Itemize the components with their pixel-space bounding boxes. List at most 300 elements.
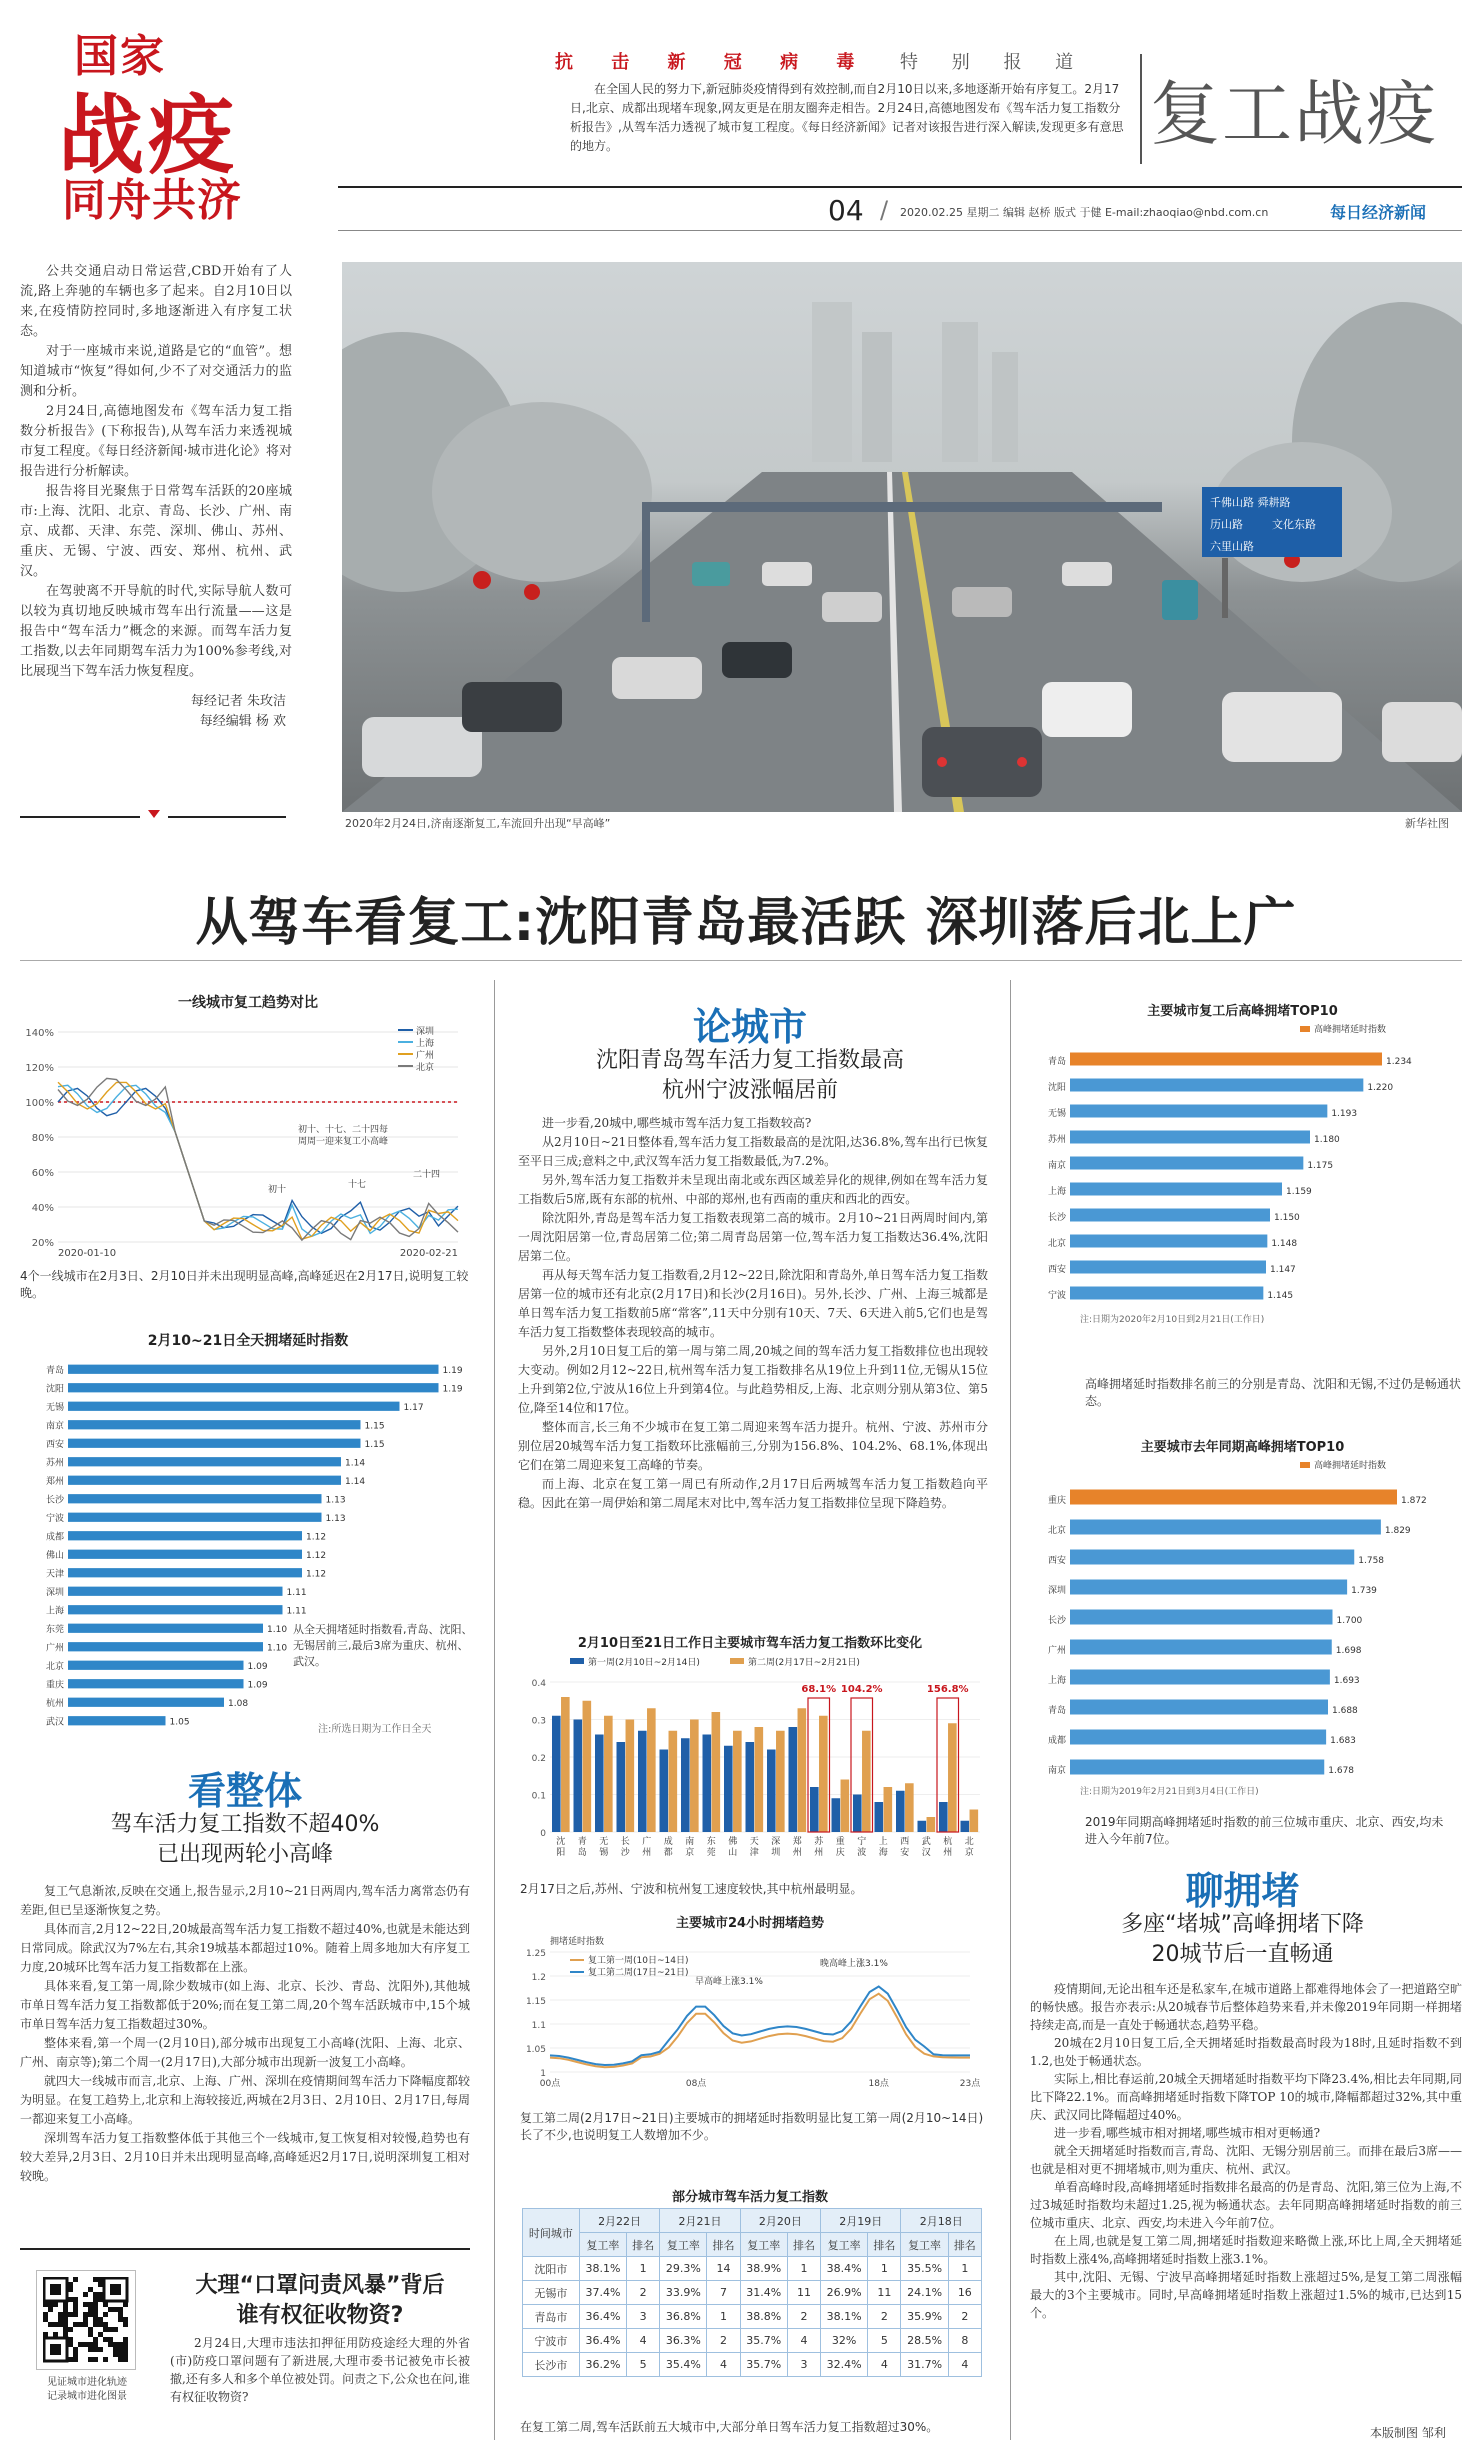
- table-date: 2月20日: [740, 2209, 820, 2233]
- x-end-label: 2020-02-21: [399, 1248, 458, 1259]
- bar-value-label: 1.159: [1286, 1187, 1312, 1198]
- y-tick-label: 40%: [31, 1203, 54, 1214]
- table-cell: 36.8%: [660, 2305, 707, 2329]
- bar-city-label: 北京: [1047, 1526, 1066, 1536]
- bar: [68, 1661, 244, 1670]
- qr-module: [83, 2322, 88, 2327]
- bar: [1070, 1235, 1267, 1248]
- annotation-main: 初十、十七、二十四每: [298, 1125, 389, 1135]
- qr-module: [108, 2337, 113, 2342]
- x-city-label: 重: [835, 1837, 845, 1847]
- qr-module: [113, 2327, 118, 2332]
- qr-module: [98, 2322, 103, 2327]
- legend-swatch: [1300, 1026, 1310, 1032]
- chart1-svg: [18, 1012, 478, 1282]
- bar-value-label: 1.758: [1358, 1556, 1385, 1566]
- bar: [68, 1531, 302, 1540]
- sub-rank: 排名: [627, 2233, 660, 2257]
- qr-module: [93, 2342, 98, 2347]
- table-cell: 36.4%: [579, 2305, 626, 2329]
- qr-module: [113, 2342, 118, 2347]
- qr-module: [83, 2342, 88, 2347]
- chart3-note: 2月17日之后,苏州、宁波和杭州复工速度较快,其中杭州最明显。: [520, 1882, 863, 1896]
- qr-module: [48, 2322, 53, 2327]
- bar-week1: [853, 1795, 862, 1833]
- qr-module: [63, 2312, 68, 2317]
- table-cell: 2: [707, 2329, 740, 2353]
- bar-city-label: 苏州: [1047, 1135, 1066, 1146]
- section-look-sub1: 驾车活力复工指数不超40%: [110, 1812, 380, 1837]
- table-cell: 1: [707, 2305, 740, 2329]
- qr-module: [43, 2317, 48, 2322]
- x-city-label: 成: [663, 1837, 673, 1847]
- bar-city-label: 上海: [1047, 1676, 1066, 1686]
- annotation-label: 104.2%: [840, 1684, 883, 1695]
- legend-label: 高峰拥堵延时指数: [1314, 1461, 1387, 1471]
- qr-module: [83, 2317, 88, 2322]
- section-title: 复工战疫: [1150, 73, 1438, 155]
- qr-module: [68, 2342, 73, 2347]
- masthead-rule: [338, 186, 1462, 188]
- bar-week2: [755, 1727, 764, 1832]
- qr-module: [73, 2357, 78, 2362]
- x-city-label: 西: [900, 1837, 910, 1847]
- mask-story-head1[interactable]: 大理“口罩问责风暴”背后: [195, 2273, 445, 2298]
- table-header-row: [523, 2209, 982, 2233]
- x-city-label: 阳: [556, 1848, 566, 1858]
- qr-finder-core: [50, 2344, 61, 2355]
- qr-module: [123, 2342, 128, 2347]
- bar: [68, 1642, 263, 1651]
- table-cell: 38.1%: [821, 2305, 868, 2329]
- x-city-label: 岛: [577, 1848, 587, 1858]
- sub-rank: 排名: [707, 2233, 740, 2257]
- qr-module: [43, 2312, 48, 2317]
- qr-module: [73, 2297, 78, 2302]
- qr-module: [43, 2302, 48, 2307]
- bar-value-label: 1.683: [1330, 1736, 1356, 1746]
- bar-value-label: 1.10: [267, 1624, 288, 1635]
- qr-module: [98, 2297, 103, 2302]
- bar-week2: [604, 1716, 613, 1832]
- qr-module: [88, 2307, 93, 2312]
- bar-city-label: 宁波: [45, 1513, 64, 1524]
- y-tick-label: 1.05: [525, 2045, 546, 2055]
- news-photo: [342, 262, 1462, 812]
- qr-module: [98, 2292, 103, 2297]
- annotation-label: 68.1%: [801, 1684, 837, 1695]
- lead-rule-left: [20, 816, 140, 818]
- bar-week2: [690, 1720, 699, 1833]
- qr-module: [98, 2277, 103, 2282]
- table-cell: 31.4%: [740, 2281, 787, 2305]
- qr-module: [93, 2322, 98, 2327]
- bar-week1: [896, 1791, 905, 1832]
- bar: [68, 1605, 283, 1614]
- bar-value-label: 1.10: [267, 1643, 288, 1654]
- x-tick-label: 08点: [685, 2079, 707, 2089]
- qr-module: [93, 2297, 98, 2302]
- city-para: 另外,驾车活力复工指数并未呈现出南北或东西区域差异化的规律,例如在驾车活力复工指数后5席,既有东部的杭州、中部的郑州,也有西南的重庆和西北的西安。: [518, 1173, 988, 1206]
- table-body: [523, 2257, 982, 2377]
- sub-rank: 排名: [868, 2233, 901, 2257]
- qr-module: [123, 2317, 128, 2322]
- sub-rate: 复工率: [740, 2233, 787, 2257]
- bar-value-label: 1.05: [169, 1717, 190, 1728]
- bar-value-label: 1.17: [403, 1402, 424, 1413]
- table-cell: 35.4%: [660, 2353, 707, 2377]
- qr-module: [43, 2332, 48, 2337]
- bar-week1: [832, 1798, 841, 1832]
- legend-label: 复工第一周(10日~14日): [588, 1956, 689, 1966]
- table-cell: 4: [868, 2353, 901, 2377]
- mask-story-rule: [20, 2248, 470, 2250]
- bar-city-label: 上海: [1047, 1187, 1066, 1198]
- bar-week2: [647, 1708, 656, 1832]
- bar-week2: [970, 1810, 979, 1833]
- qr-module: [73, 2312, 78, 2317]
- table-cell: 1: [868, 2257, 901, 2281]
- table-cell: 4: [707, 2353, 740, 2377]
- qr-module: [83, 2312, 88, 2317]
- bar-value-label: 1.829: [1384, 1526, 1411, 1536]
- jam-para: 20城在2月10日复工后,全天拥堵延时指数最高时段为18时,且延时指数不到1.2,也处于畅通状态。: [1030, 2036, 1462, 2068]
- bar-value-label: 1.700: [1336, 1616, 1363, 1626]
- chart2-source: 注:所选日期为工作日全天: [318, 1724, 432, 1735]
- table-cell: 14: [707, 2257, 740, 2281]
- table-cell: 青岛市: [523, 2305, 580, 2329]
- qr-module: [63, 2307, 68, 2312]
- graphic-credit: 本版制图 邹利: [1370, 2426, 1446, 2440]
- qr-module: [118, 2352, 123, 2357]
- y-tick-label: 80%: [31, 1133, 54, 1144]
- bar: [1070, 1079, 1363, 1092]
- chart6-svg: [1020, 1456, 1465, 1806]
- bar-value-label: 1.11: [286, 1606, 307, 1617]
- chart4-note: 复工第二周(2月17日~21日)主要城市的拥堵延时指数明显比复工第一周(2月10~14日)长了不少,也说明复工人数增加不少。: [520, 2111, 984, 2142]
- chart-lastyear-top10: [1020, 1436, 1465, 1811]
- y-tick-label: 1.2: [531, 1973, 546, 1983]
- legend-label: 复工第二周(17日~21日): [588, 1968, 689, 1978]
- x-city-label: 武: [921, 1837, 931, 1847]
- look-para: 具体来看,复工第一周,除少数城市(如上海、北京、长沙、青岛、沈阳外),其他城市单日驾车活力复工指数都低于20%;而在复工第二周,20个驾车活跃城市中,15个城市单日驾车活力复工指数超过30%。: [20, 1979, 470, 2031]
- qr-module: [53, 2302, 58, 2307]
- table-cell: 宁波市: [523, 2329, 580, 2353]
- table-cell: 26.9%: [821, 2281, 868, 2305]
- qr-module: [123, 2347, 128, 2352]
- lead-para: 2月24日,高德地图发布《驾车活力复工指数分析报告》(下称报告),从驾车活力来透视城市复工程度。《每日经济新闻·城市进化论》将对报告进行分析解读。: [20, 404, 292, 479]
- section-jam-head: 聊拥堵: [1185, 1868, 1300, 1913]
- annotation-morning: 早高峰上涨3.1%: [695, 1977, 763, 1987]
- table-cell: 2: [627, 2281, 660, 2305]
- bar-value-label: 1.19: [442, 1365, 463, 1376]
- qr-module: [103, 2337, 108, 2342]
- bar-city-label: 沈阳: [1047, 1083, 1066, 1094]
- sub-rank: 排名: [948, 2233, 981, 2257]
- x-city-label: 安: [900, 1848, 910, 1858]
- qr-code[interactable]: [36, 2270, 136, 2370]
- bar-week1: [595, 1735, 604, 1833]
- bar: [1070, 1131, 1310, 1144]
- table-date: 2月19日: [821, 2209, 901, 2233]
- bar-value-label: 1.14: [345, 1476, 366, 1487]
- y-tick-label: 0.4: [531, 1679, 546, 1689]
- x-city-label: 州: [642, 1848, 652, 1858]
- x-city-label: 上: [878, 1837, 888, 1847]
- sub-rate: 复工率: [660, 2233, 707, 2257]
- qr-module: [68, 2327, 73, 2332]
- y-tick-label: 120%: [25, 1063, 54, 1074]
- bar-value-label: 1.693: [1333, 1676, 1360, 1686]
- qr-module: [78, 2342, 83, 2347]
- bar-value-label: 1.872: [1401, 1496, 1427, 1506]
- bar: [1070, 1183, 1282, 1196]
- bar-week1: [789, 1727, 798, 1832]
- qr-module: [78, 2322, 83, 2327]
- bar-city-label: 无锡: [45, 1402, 64, 1413]
- table-cell: 33.9%: [660, 2281, 707, 2305]
- bar: [1070, 1105, 1327, 1118]
- bar: [68, 1587, 283, 1596]
- chart-24h-trend: [510, 1912, 990, 2102]
- bar-week2: [798, 1708, 807, 1832]
- table-cell: 2: [868, 2305, 901, 2329]
- look-para: 整体来看,第一个周一(2月10日),部分城市出现复工小高峰(沈阳、上海、北京、广州、南京等);第二个周一(2月17日),大部分城市出现新一波复工小高峰。: [20, 2036, 470, 2069]
- y-axis-label: 拥堵延时指数: [550, 1937, 605, 1947]
- look-para: 就四大一线城市而言,北京、上海、广州、深圳在疫情期间驾车活力下降幅度都较为明显。在复工趋势上,北京和上海较接近,两城在2月3日、2月10日、2月17日,每周一都迎来复工小高峰。: [20, 2074, 470, 2126]
- qr-module: [53, 2332, 58, 2337]
- qr-module: [93, 2337, 98, 2342]
- annotation-evening: 晚高峰上涨3.1%: [820, 1959, 888, 1969]
- mask-story-head2[interactable]: 谁有权征收物资?: [236, 2303, 404, 2328]
- table-cell: 4: [787, 2329, 820, 2353]
- look-para: 复工气息渐浓,反映在交通上,报告显示,2月10~21日两周内,驾车活力离常态仍有差距,但已呈逐渐恢复之势。: [20, 1884, 470, 1917]
- y-tick-label: 0: [540, 1829, 546, 1839]
- qr-module: [73, 2302, 78, 2307]
- y-tick-label: 20%: [31, 1238, 54, 1249]
- jam-para: 实际上,相比春运前,20城全天拥堵延时指数平均下降23.4%,相比去年同期,同比下降22.1%。而高峰拥堵延时指数下降TOP 10的城市,降幅都超过32%,其中重庆、武汉同比降幅超过40%。: [1030, 2072, 1462, 2122]
- table-cell: 3: [787, 2353, 820, 2377]
- qr-module: [73, 2277, 78, 2282]
- bar-value-label: 1.15: [364, 1421, 385, 1432]
- x-city-label: 津: [749, 1848, 759, 1858]
- table-cell: 35.9%: [901, 2305, 948, 2329]
- qr-module: [73, 2307, 78, 2312]
- paper-name: 每日经济新闻: [1330, 203, 1427, 222]
- tagline-sub: 特 别 报 道: [900, 52, 1088, 73]
- main-headline: 从驾车看复工:沈阳青岛最活跃 深圳落后北上广: [195, 893, 1297, 953]
- bar-value-label: 1.12: [306, 1569, 327, 1580]
- qr-module: [68, 2312, 73, 2317]
- bar: [68, 1698, 224, 1707]
- chart6-note: 2019年同期高峰拥堵延时指数的前三位城市重庆、北京、西安,均未进入今年前7位。: [1085, 1815, 1444, 1846]
- y-tick-label: 1.25: [525, 1949, 546, 1959]
- column-divider-2: [1010, 980, 1011, 2440]
- table-cell: 沈阳市: [523, 2257, 580, 2281]
- x-city-label: 莞: [706, 1848, 716, 1858]
- bar-city-label: 南京: [1047, 1766, 1066, 1776]
- table-row: [523, 2281, 982, 2305]
- bar: [1070, 1520, 1381, 1535]
- qr-module: [68, 2337, 73, 2342]
- bar-week2: [733, 1731, 742, 1832]
- legend-label: 北京: [416, 1063, 435, 1073]
- bar-week1: [810, 1787, 819, 1832]
- qr-module: [63, 2317, 68, 2322]
- table-date: 2月22日: [579, 2209, 659, 2233]
- bar: [68, 1624, 263, 1633]
- legend-label: 深圳: [416, 1027, 435, 1037]
- x-city-label: 佛: [728, 1837, 738, 1847]
- tagline: 抗 击 新 冠 病 毒: [555, 52, 871, 73]
- logo-line3: 同舟共济: [62, 175, 242, 226]
- bar-city-label: 上海: [45, 1606, 64, 1617]
- chart2-title: 2月10~21日全天拥堵延时指数: [147, 1333, 349, 1349]
- table-cell: 38.1%: [579, 2257, 626, 2281]
- bar-value-label: 1.180: [1314, 1135, 1340, 1146]
- x-city-label: 沙: [620, 1848, 630, 1858]
- chart3-svg: [510, 1652, 990, 1872]
- lead-para: 对于一座城市来说,道路是它的“血管”。想知道城市“恢复”得如何,少不了对交通活力的监测和分析。: [20, 344, 292, 399]
- bar-value-label: 1.13: [325, 1495, 346, 1506]
- bar-city-label: 杭州: [45, 1698, 64, 1709]
- qr-module: [48, 2302, 53, 2307]
- bar-week2: [905, 1783, 914, 1832]
- y-tick-label: 0.1: [531, 1791, 546, 1802]
- qr-module: [58, 2322, 63, 2327]
- bar: [68, 1716, 166, 1725]
- bar-week1: [617, 1742, 626, 1832]
- table-cell: 5: [627, 2353, 660, 2377]
- chart1-note: 4个一线城市在2月3日、2月10日并未出现明显高峰,高峰延迟在2月17日,说明复工较晚。: [20, 1269, 469, 1300]
- qr-module: [113, 2352, 118, 2357]
- table-cell: 4: [627, 2329, 660, 2353]
- table-cell: 32.4%: [821, 2353, 868, 2377]
- table-row: [523, 2353, 982, 2377]
- qr-module: [68, 2287, 73, 2292]
- qr-module: [73, 2322, 78, 2327]
- x-city-label: 宁: [857, 1837, 867, 1847]
- bar-value-label: 1.739: [1351, 1586, 1377, 1596]
- bar-week1: [724, 1746, 733, 1832]
- table-cell: 38.8%: [740, 2305, 787, 2329]
- recovery-table: [522, 2208, 982, 2377]
- bar: [68, 1365, 439, 1374]
- city-para: 另外,2月10日复工后的第一周与第二周,20城之间的驾车活力复工指数排位也出现较大变动。例如2月12~22日,杭州驾车活力复工指数排名从19位上升到11位,无锡从15位上升到第2位,宁波从16位上升到第4位。与此趋势相反,上海、北京则分别从第3位、第5位,降至14位和17位。: [518, 1344, 988, 1415]
- bar-value-label: 1.11: [286, 1587, 307, 1598]
- table-cell: 3: [627, 2305, 660, 2329]
- x-city-label: 沈: [556, 1837, 566, 1847]
- bar-city-label: 西安: [1047, 1265, 1066, 1276]
- section-jam-body: [1030, 1980, 1462, 2322]
- sign-mid3-text: 六里山路: [1210, 540, 1254, 553]
- x-city-label: 苏: [814, 1837, 824, 1847]
- qr-module: [83, 2292, 88, 2297]
- x-city-label: 锡: [599, 1848, 609, 1858]
- series-line-1: [550, 1987, 970, 2066]
- x-city-label: 无: [599, 1837, 609, 1847]
- slash-divider: /: [880, 196, 889, 224]
- x-city-label: 州: [792, 1848, 802, 1858]
- bar-city-label: 广州: [45, 1643, 64, 1654]
- bar: [68, 1513, 322, 1522]
- chart4-title: 主要城市24小时拥堵趋势: [675, 1916, 825, 1931]
- qr-module: [93, 2292, 98, 2297]
- bar-city-label: 苏州: [45, 1458, 64, 1469]
- sign-mid1-text: 历山路: [1210, 518, 1243, 531]
- qr-finder-core: [110, 2284, 121, 2295]
- x-city-label: 青: [577, 1837, 587, 1847]
- bar-week1: [961, 1821, 970, 1832]
- bar-city-label: 深圳: [1047, 1586, 1066, 1596]
- table-cell: 29.3%: [660, 2257, 707, 2281]
- x-city-label: 州: [814, 1848, 824, 1858]
- x-city-label: 州: [943, 1848, 953, 1858]
- qr-module: [63, 2327, 68, 2332]
- jam-para: 其中,沈阳、无锡、宁波早高峰拥堵延时指数上涨超过5%,是复工第二周涨幅最大的3个主要城市。同时,早高峰拥堵延时指数上涨超过1.5%的城市,已达到15个。: [1030, 2270, 1462, 2320]
- bar: [1070, 1580, 1347, 1595]
- bar: [68, 1679, 244, 1688]
- qr-module: [63, 2322, 68, 2327]
- bar-value-label: 1.08: [228, 1698, 249, 1709]
- qr-module: [113, 2347, 118, 2352]
- table-cell: 35.5%: [901, 2257, 948, 2281]
- qr-module: [68, 2282, 73, 2287]
- jam-para: 进一步看,哪些城市相对拥堵,哪些城市相对更畅通?: [1054, 2126, 1321, 2140]
- table-row: [523, 2329, 982, 2353]
- table-note: 在复工第二周,驾车活跃前五大城市中,大部分单日驾车活力复工指数超过30%。: [520, 2420, 939, 2434]
- lead-rule-right: [168, 816, 286, 818]
- x-city-label: 汉: [921, 1848, 931, 1858]
- bar-city-label: 西安: [45, 1439, 64, 1450]
- bar: [1070, 1287, 1263, 1300]
- lead-column: [20, 262, 292, 732]
- qr-module: [88, 2287, 93, 2292]
- bar: [68, 1420, 361, 1429]
- x-city-label: 杭: [943, 1837, 953, 1847]
- bar-value-label: 1.175: [1307, 1161, 1334, 1172]
- y-tick-label: 140%: [25, 1028, 54, 1039]
- table-corner: 时间城市: [523, 2209, 580, 2257]
- table-cell: 长沙市: [523, 2353, 580, 2377]
- bar-value-label: 1.13: [325, 1513, 346, 1524]
- bar-value-label: 1.09: [247, 1661, 268, 1672]
- section-look-sub2: 已出现两轮小高峰: [156, 1842, 333, 1867]
- bar: [68, 1439, 361, 1448]
- masthead-divider: [1140, 54, 1142, 164]
- city-para: 除沈阳外,青岛是驾车活力复工指数表现第二高的城市。2月10~21日两周时间内,第一周沈阳居第一位,青岛居第二位;第二周青岛居第一位,驾车活力复工指数达36.4%,沈阳居第二位。: [518, 1211, 988, 1263]
- table-cell: 11: [868, 2281, 901, 2305]
- bar: [68, 1476, 341, 1485]
- qr-module: [123, 2337, 128, 2342]
- table-cell: 5: [868, 2329, 901, 2353]
- chart6-title: 主要城市去年同期高峰拥堵TOP10: [1140, 1440, 1345, 1455]
- bar: [1070, 1700, 1328, 1715]
- qr-module: [93, 2307, 98, 2312]
- bar-week1: [875, 1802, 884, 1832]
- city-para: 而上海、北京在复工第一周已有所动作,2月17日后两城驾车活力复工指数趋向平稳。因此在第一周伊始和第二周尾末对比中,驾车活力复工指数排位呈现下降趋势。: [518, 1477, 988, 1510]
- y-tick-label: 1.1: [531, 2021, 546, 2031]
- qr-module: [58, 2317, 63, 2322]
- bar-city-label: 南京: [1047, 1161, 1066, 1172]
- qr-module: [103, 2357, 108, 2362]
- bar-week2: [669, 1731, 678, 1832]
- qr-module: [93, 2357, 98, 2362]
- sign-top-text: 千佛山路 舜耕路: [1210, 496, 1291, 509]
- bar-city-label: 青岛: [45, 1365, 64, 1376]
- y-tick-label: 1.15: [525, 1997, 546, 2007]
- bar-city-label: 广州: [1047, 1646, 1066, 1656]
